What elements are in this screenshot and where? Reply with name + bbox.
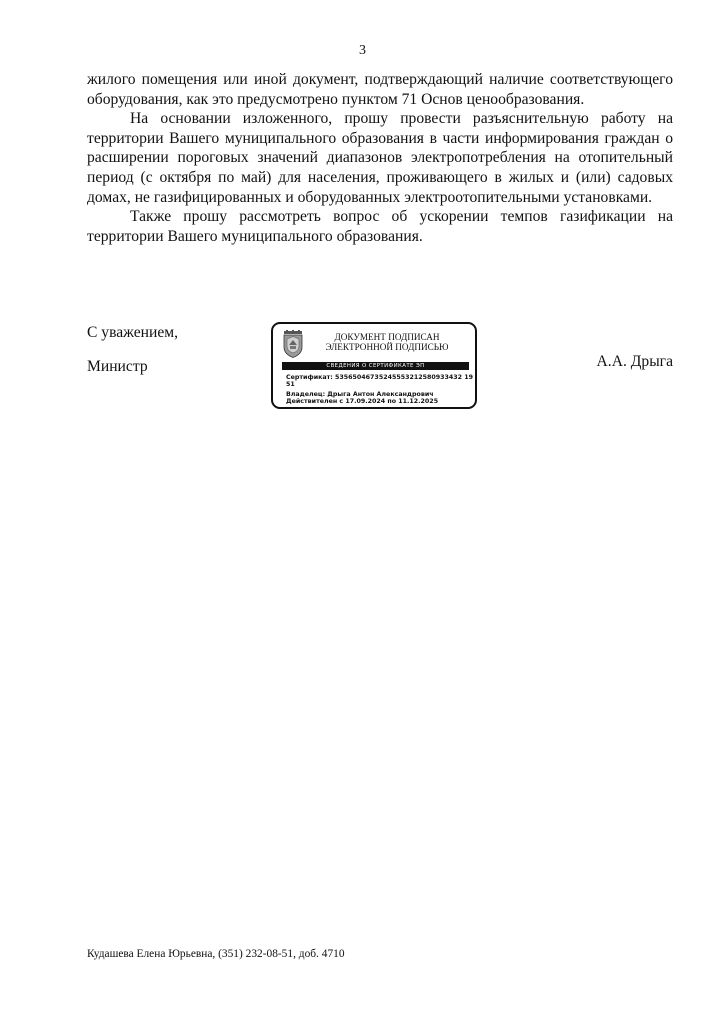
stamp-title-line2: ЭЛЕКТРОННОЙ ПОДПИСЬЮ	[325, 342, 449, 353]
certificate-validity: Действителен с 17.09.2024 по 11.12.2025	[286, 398, 439, 406]
stamp-title-line1: ДОКУМЕНТ ПОДПИСАН	[334, 332, 440, 342]
coat-of-arms-icon	[282, 330, 304, 358]
certificate-details	[286, 374, 476, 406]
certificate-owner: Владелец: Дрыга Антон Александрович	[286, 390, 434, 398]
paragraph-3: Также прошу рассмотреть вопрос об ускорении темпов газификации на территории Вашего муниципального образования.	[87, 208, 673, 245]
stamp-title	[307, 332, 467, 353]
letter-body	[87, 70, 673, 246]
contact-footer: Кудашева Елена Юрьевна, (351) 232-08-51, доб. 4710	[87, 948, 345, 960]
paragraph-2: На основании изложенного, прошу провести разъяснительную работу на территории Вашего муниципального образования в части информирования граждан о расширении пороговых значений диапазонов электропотребления на отопительный период (с октября по май) для населения, проживающего в жилых и (или) садовых домах, не газифицированных и оборудованных электроотопительными установками.	[87, 110, 673, 206]
signatory-position: Министр	[87, 358, 148, 375]
page-number: 3	[359, 43, 366, 58]
closing-phrase: С уважением,	[87, 324, 179, 341]
certificate-number: Сертификат: 53565046735245553212580933432 1951	[286, 374, 474, 389]
paragraph-1: жилого помещения или иной документ, подтверждающий наличие соответствующего оборудования, как это предусмотрено пунктом 71 Основ ценообразования.	[87, 71, 673, 108]
signatory-name: А.А. Дрыга	[596, 353, 673, 370]
certificate-info-bar: СВЕДЕНИЯ О СЕРТИФИКАТЕ ЭП	[282, 362, 469, 370]
electronic-signature-stamp	[271, 322, 477, 409]
